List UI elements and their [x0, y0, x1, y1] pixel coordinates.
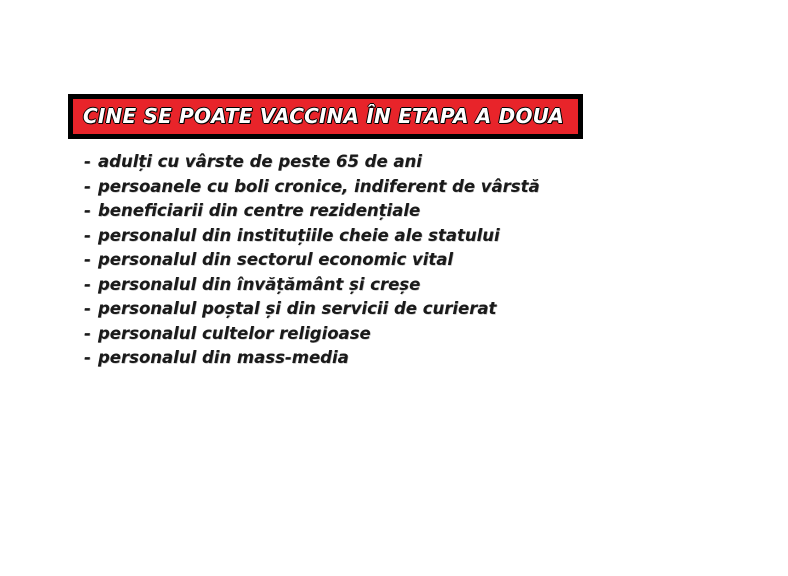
list-item-label: adulți cu vârste de peste 65 de ani: [98, 152, 422, 171]
bullet-marker-icon: -: [84, 225, 91, 245]
bullet-marker-icon: -: [84, 176, 91, 196]
title-banner: [68, 94, 583, 139]
list-item: [84, 175, 540, 200]
list-item-label: personalul din învățământ și creșe: [98, 274, 421, 294]
list-item-label: personalul din sectorul economic vital: [98, 250, 454, 269]
list-item: [84, 224, 540, 249]
list-item-label: beneficiarii din centre rezidențiale: [98, 201, 421, 220]
list-item-label: personalul din mass-media: [98, 348, 349, 367]
list-item: [84, 273, 540, 298]
list-item: [84, 199, 540, 224]
bullet-list: [84, 150, 540, 371]
bullet-marker-icon: -: [84, 201, 91, 220]
bullet-marker-icon: -: [84, 250, 91, 269]
bullet-marker-icon: -: [84, 152, 91, 171]
list-item: [84, 346, 540, 371]
title-banner-inner: [71, 97, 580, 136]
list-item: [84, 297, 540, 322]
list-item-label: persoanele cu boli cronice, indiferent de vârstă: [98, 176, 540, 196]
bullet-marker-icon: -: [84, 348, 91, 367]
list-item-label: personalul din instituțiile cheie ale statului: [98, 225, 500, 245]
page-title: CINE SE POATE VACCINA ÎN ETAPA A DOUA: [83, 104, 564, 128]
bullet-marker-icon: -: [84, 323, 91, 343]
bullet-marker-icon: -: [84, 274, 91, 294]
bullet-marker-icon: -: [84, 299, 91, 318]
list-item-label: personalul poștal și din servicii de curierat: [98, 299, 497, 318]
list-item-label: personalul cultelor religioase: [98, 323, 371, 343]
list-item: [84, 150, 540, 175]
list-item: [84, 248, 540, 273]
list-item: [84, 322, 540, 347]
